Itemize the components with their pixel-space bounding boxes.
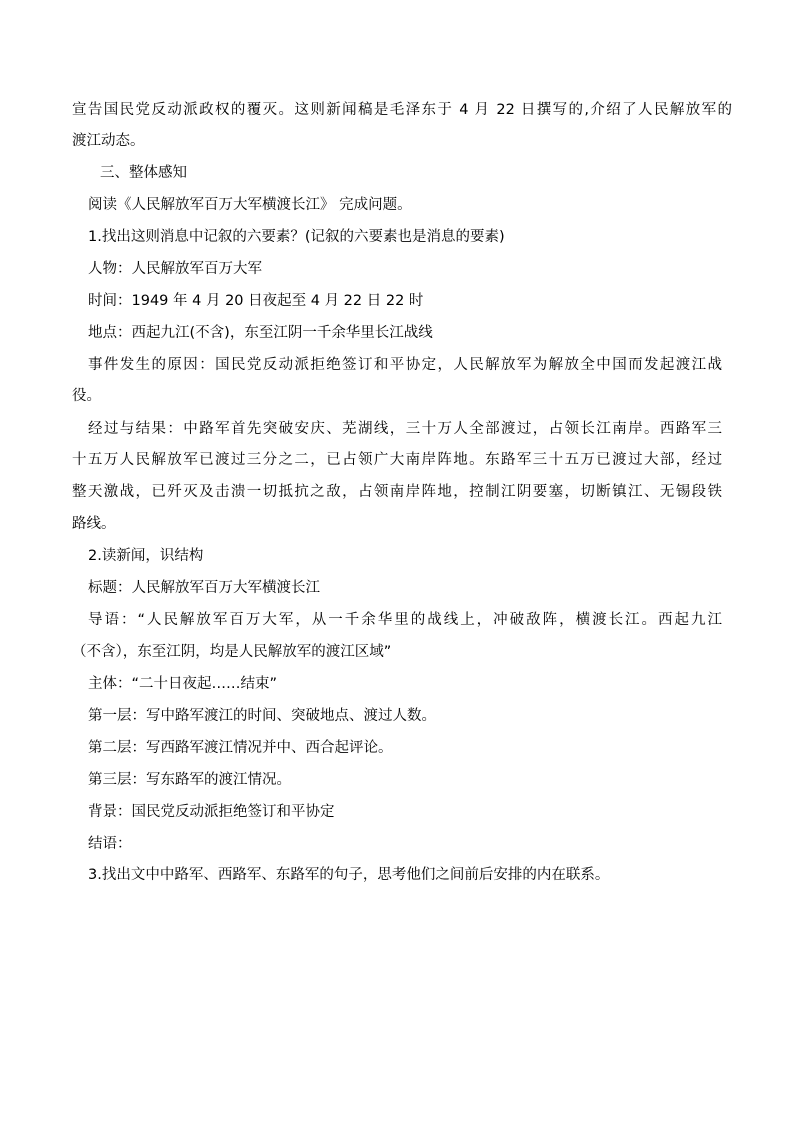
text-line: 第一层：写中路军渡江的时间、突破地点、渡过人数。: [88, 708, 436, 724]
text-line: 结语：: [88, 836, 132, 852]
text-line: 导语：“人民解放军百万大军，从一千余华里的战线上，冲破敌阵，横渡长江。西起九江: [88, 612, 722, 628]
section-heading: 三、整体感知: [100, 165, 187, 181]
text-line: 阅读《人民解放军百万大军横渡长江》 完成问题。: [88, 197, 412, 213]
text-line: 路线。: [72, 516, 116, 532]
question-line: 1.找出这则消息中记叙的六要素？(记叙的六要素也是消息的要素): [88, 229, 505, 245]
text-line: 宣告国民党反动派政权的覆灭。这则新闻稿是毛泽东于 4 月 22 日撰写的,介绍了人民解放军的: [72, 102, 732, 118]
text-line: 整天激战，已歼灭及击溃一切抵抗之敌，占领南岸阵地，控制江阴要塞，切断镇江、无锡段铁: [72, 484, 722, 500]
text-line: 渡江动态。: [72, 133, 145, 149]
text-line: 时间：1949 年 4 月 20 日夜起至 4 月 22 日 22 时: [88, 293, 424, 309]
text-line: 第二层：写西路军渡江情况并中、西合起评论。: [88, 740, 393, 756]
text-line: 事件发生的原因：国民党反动派拒绝签订和平协定，人民解放军为解放全中国而发起渡江战: [88, 357, 722, 373]
question-line: 2.读新闻，识结构: [88, 548, 204, 564]
text-line: 人物：人民解放军百万大军: [88, 261, 262, 277]
text-line: 地点：西起九江(不含)，东至江阴一千余华里长江战线: [88, 325, 433, 341]
text-line: 役。: [72, 388, 101, 404]
text-line: 主体：“二十日夜起……结束”: [88, 676, 278, 692]
text-line: 标题：人民解放军百万大军横渡长江: [88, 580, 320, 596]
text-line: 背景：国民党反动派拒绝签订和平协定: [88, 804, 335, 820]
text-line: 第三层：写东路军的渡江情况。: [88, 772, 291, 788]
question-line: 3.找出文中中路军、西路军、东路军的句子，思考他们之间前后安排的内在联系。: [88, 867, 610, 883]
text-line: 十五万人民解放军已渡过三分之二，已占领广大南岸阵地。东路军三十五万已渡过大部，经过: [72, 452, 722, 468]
text-line: （不含），东至江阴，均是人民解放军的渡江区域”: [72, 644, 392, 660]
text-line: 经过与结果：中路军首先突破安庆、芜湖线，三十万人全部渡过，占领长江南岸。西路军三: [88, 421, 722, 437]
